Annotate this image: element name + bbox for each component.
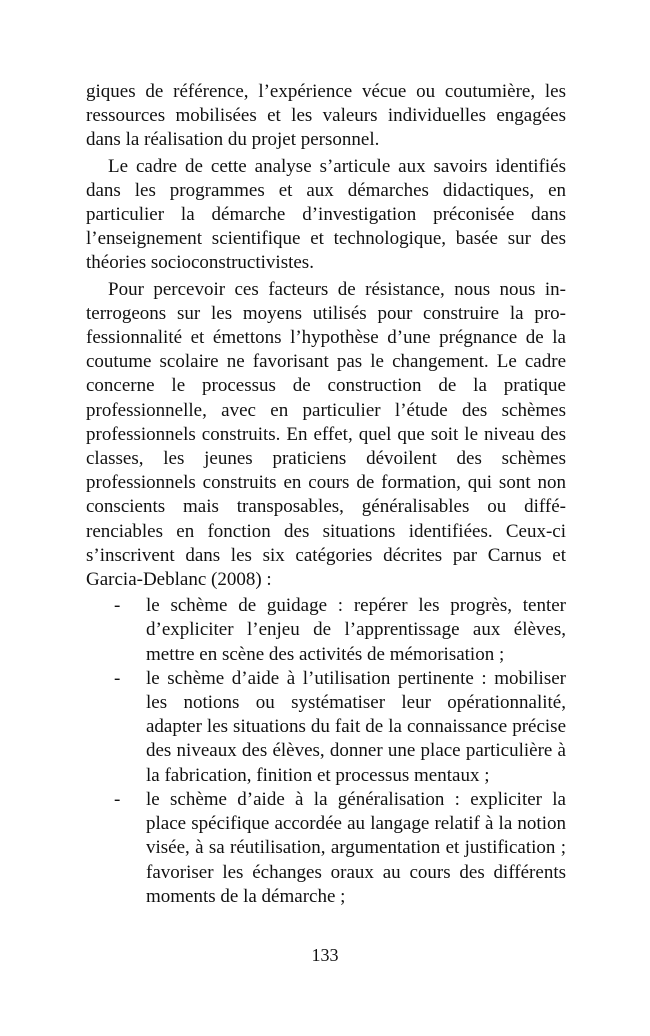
list-item — [86, 667, 566, 788]
list-item-text: le schème d’aide à l’utilisation pertinente : mobiliser les notions ou systématiser leur opérationnalité, adapter les situations du fait de la connaissance précise des niveaux des élèves, donner une place particulière à la fabrication, finition et processus mentaux ; — [146, 667, 566, 786]
paragraph-continuation: giques de référence, l’expérience vécue ou coutumière, les ressources mobilisées et les valeurs individuelles engagées dans la réalisation du projet personnel. — [86, 81, 566, 151]
page-body — [86, 80, 566, 909]
list-item — [86, 788, 566, 909]
list-dash: - — [114, 788, 121, 810]
list-item — [86, 594, 566, 667]
paragraph-resistance-factors: Pour percevoir ces facteurs de résistance, nous nous interrogeons sur les moyens utilisés pour construire la professionnalité et émettons l’hypothèse d’une prégnance de la coutume scolaire ne favorisant pas le changement. Le cadre concerne le processus de construction de la pratique professionnelle, avec en particulier l’étude des schèmes professionnels construits. En effet, quel que soit le niveau des classes, les jeunes praticiens dévoilent des schèmes professionnels construits en cours de formation, qui sont non conscients mais transposables, généralisables ou différenciables en fonction des situations identifiées. Ceux-ci s’inscrivent dans les six catégories décrites par Carnus et Garcia-Deblanc (2008) : — [86, 278, 566, 591]
page-number: 133 — [311, 945, 339, 965]
scheme-list — [86, 594, 566, 909]
list-dash: - — [114, 595, 121, 617]
list-dash: - — [114, 667, 121, 689]
paragraph-analysis-framework: Le cadre de cette analyse s’articule aux savoirs identifiés dans les programmes et aux démarches didactiques, en particulier la démarche d’investigation préconisée dans l’enseignement scientifique et technologique, basée sur des théories socioconstructivistes. — [86, 155, 566, 274]
list-item-text: le schème d’aide à la généralisation : expliciter la place spécifique accordée au langage relatif à la notion visée, à sa réutilisation, argumentation et justification ; favoriser les échanges oraux au cours des différents moments de la démarche ; — [146, 788, 566, 907]
list-item-text: le schème de guidage : repérer les progrès, tenter d’expliciter l’enjeu de l’apprentissage aux élèves, mettre en scène des activités de mémorisation ; — [146, 595, 566, 665]
